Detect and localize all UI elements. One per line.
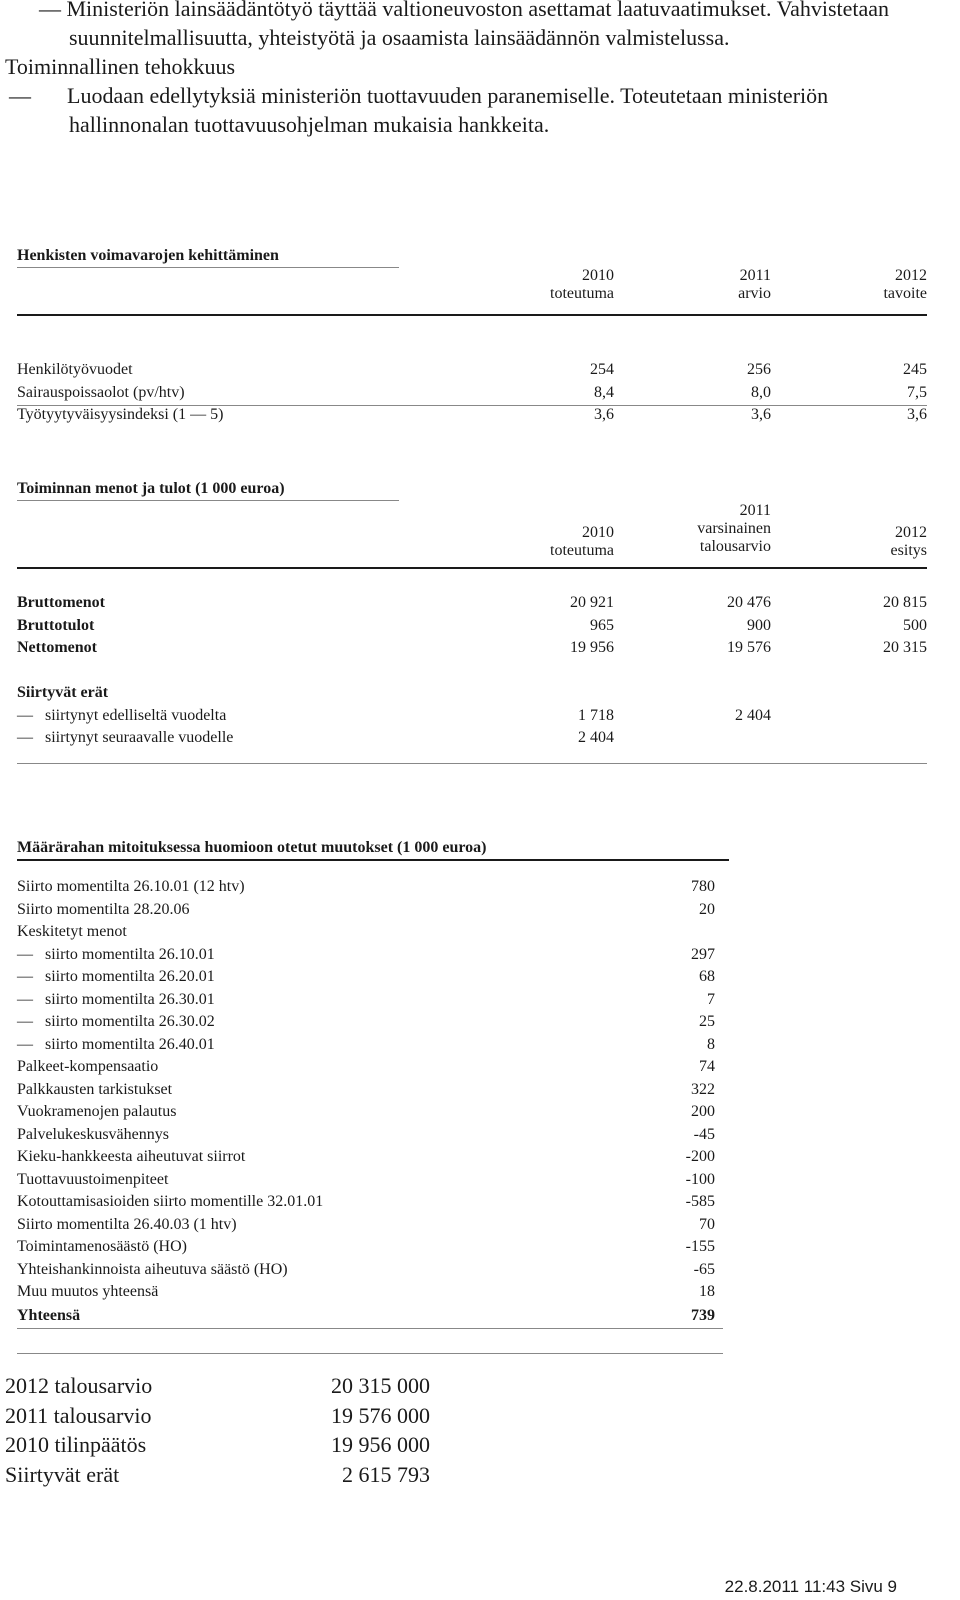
total-rule-top (17, 1328, 723, 1329)
row-value: 200 (691, 1103, 715, 1120)
table-row (17, 899, 715, 922)
header-rule (17, 567, 927, 569)
header-2011 (697, 502, 771, 556)
row-label: Bruttomenot (17, 594, 105, 611)
header-2012 (891, 502, 927, 560)
header-2012 (883, 267, 927, 303)
carry-title: Siirtyvät erät (17, 684, 109, 701)
summary-value: 19 576 000 (331, 1402, 430, 1428)
cell-2010: 965 (590, 616, 614, 634)
row-label: Nettomenot (17, 639, 97, 656)
table-row (17, 1236, 715, 1259)
row-label (17, 1236, 187, 1259)
row-label-text: Siirto momentilta 26.10.01 (12 htv) (17, 878, 245, 895)
cell-2010: 2 404 (578, 729, 614, 746)
table-title: Toiminnan menot ja tulot (1 000 euroa) (17, 480, 285, 497)
cell-2010: 1 718 (578, 706, 614, 724)
table-row (17, 1079, 715, 1102)
total-row (17, 1304, 715, 1328)
table-header (17, 500, 927, 568)
row-label-text: Kotouttamisasioiden siirto momentille 32.01.01 (17, 1193, 324, 1210)
spacer (17, 660, 927, 683)
row-value: 322 (691, 1080, 715, 1098)
row-label (17, 1034, 215, 1057)
row-label (17, 1191, 323, 1214)
row-label-text: Siirto momentilta 26.40.03 (1 htv) (17, 1215, 237, 1233)
total-rule-bottom (17, 1353, 723, 1354)
summary-body (5, 1371, 430, 1489)
dash-icon: — (17, 706, 33, 724)
intro-section (5, 0, 935, 139)
row-label: Työtyytyväisyysindeksi (1 — 5) (17, 406, 224, 423)
row-label (17, 944, 215, 967)
row-label-text: Vuokramenojen palautus (17, 1103, 177, 1120)
table-row (17, 989, 715, 1012)
header-line (550, 502, 614, 524)
row-label-text: Palkeet-kompensaatio (17, 1058, 159, 1075)
row-label-text: Palkkausten tarkistukset (17, 1080, 173, 1098)
table-row (17, 727, 927, 750)
header-line: talousarvio (699, 538, 771, 555)
row-value: 68 (699, 968, 715, 985)
row-label-text: Siirto momentilta 28.20.06 (17, 900, 190, 918)
header-2010 (550, 267, 614, 303)
header-line: toteutuma (550, 542, 614, 559)
row-label-text: siirtynyt edelliseltä vuodelta (45, 706, 227, 724)
page-footer: 22.8.2011 11:43 Sivu 9 (724, 1577, 897, 1596)
table-maararahan-muutokset (17, 837, 715, 1324)
row-value: 20 (699, 900, 715, 918)
dash-icon: — (17, 990, 33, 1008)
cell-2010: 8,4 (594, 383, 614, 401)
cell-2011: 8,0 (751, 383, 771, 401)
header-line (891, 502, 927, 524)
row-label-text: Tuottavuustoimenpiteet (17, 1170, 169, 1188)
dash-icon: — (17, 729, 33, 746)
table-row (17, 876, 715, 899)
dash-icon: — (9, 83, 31, 108)
total-label: Yhteensä (17, 1306, 81, 1324)
intro-paragraph-2 (5, 81, 935, 139)
header-rule (17, 314, 927, 316)
table-row (17, 1011, 715, 1034)
summary-value: 2 615 793 (342, 1461, 430, 1487)
row-value: 780 (691, 878, 715, 895)
intro-heading: Toiminnallinen tehokkuus (5, 54, 236, 79)
cell-2012: 245 (903, 361, 927, 378)
header-sub: toteutuma (550, 285, 614, 302)
header-line: varsinainen (697, 520, 771, 537)
row-label (17, 876, 245, 899)
row-value: -100 (685, 1170, 715, 1188)
cell-2011: 19 576 (727, 639, 771, 656)
row-value: 25 (699, 1013, 715, 1030)
row-label (17, 1259, 288, 1282)
row-label-text: siirto momentilta 26.40.01 (45, 1035, 215, 1053)
dash-icon: — (17, 1035, 33, 1053)
summary-row (5, 1430, 430, 1460)
table-title: Henkisten voimavarojen kehittäminen (17, 247, 279, 264)
bottom-rule (17, 405, 927, 406)
header-line: 2011 (739, 502, 771, 519)
table-row (17, 921, 715, 944)
table-row (17, 359, 927, 382)
cell-2012: 20 315 (883, 639, 927, 656)
row-label: Sairauspoissaolot (pv/htv) (17, 383, 185, 401)
row-label-text: Yhteishankinnoista aiheutuva säästö (HO) (17, 1260, 288, 1278)
cell-2010: 254 (590, 361, 614, 378)
table-row (17, 1281, 715, 1304)
table-title: Määrärahan mitoituksessa huomioon otetut muutokset (1 000 euroa) (17, 839, 487, 856)
row-label-text: Kieku-hankkeesta aiheutuvat siirrot (17, 1148, 246, 1165)
table-row (17, 1259, 715, 1282)
header-line: 2010 (582, 524, 614, 541)
budget-summary (5, 1371, 430, 1489)
cell-2011: 2 404 (735, 706, 771, 724)
header-line: 2012 (895, 524, 927, 541)
table-henkisten-voimavarojen (17, 245, 927, 427)
table-row (17, 1101, 715, 1124)
summary-value: 19 956 000 (331, 1432, 430, 1457)
cell-2011: 20 476 (727, 594, 771, 611)
row-label (17, 1124, 169, 1147)
row-label (17, 966, 215, 989)
dash-icon: — (17, 968, 33, 985)
cell-2011: 256 (747, 361, 771, 378)
row-value: -65 (693, 1260, 715, 1278)
total-value: 739 (691, 1306, 715, 1324)
table-row (17, 1124, 715, 1147)
table-row (17, 1034, 715, 1057)
row-label-text: siirtynyt seuraavalle vuodelle (45, 729, 234, 746)
summary-row (5, 1371, 430, 1401)
summary-label: 2011 talousarvio (5, 1402, 152, 1428)
row-label (17, 1079, 172, 1102)
row-label (17, 1281, 158, 1304)
header-2011 (738, 267, 771, 303)
table-row (17, 1169, 715, 1192)
table-row (17, 382, 927, 405)
row-label (17, 1056, 158, 1079)
bottom-rule (17, 763, 927, 764)
summary-value: 20 315 000 (331, 1373, 430, 1398)
header-2010 (550, 502, 614, 560)
row-value: -45 (693, 1125, 715, 1143)
table-row (17, 966, 715, 989)
table-row (17, 944, 715, 967)
row-label (17, 899, 189, 922)
summary-row (5, 1401, 430, 1431)
row-value: 8 (707, 1035, 715, 1053)
row-value: 74 (699, 1058, 715, 1075)
table-row (17, 615, 927, 638)
row-value: 70 (699, 1215, 715, 1233)
row-label-text: Toimintamenosäästö (HO) (17, 1238, 187, 1255)
row-value: -155 (685, 1238, 715, 1255)
summary-row (5, 1460, 430, 1490)
row-value: -200 (685, 1148, 715, 1165)
row-label (17, 1011, 215, 1034)
intro-paragraph-1: — Ministeriön lainsäädäntötyö täyttää valtioneuvoston asettamat laatuvaatimukset. Vahvistetaan suunnitelmallisuutta, yhteistyötä ja osaamista lainsäädännön valmistelussa. (39, 0, 890, 50)
table-row (17, 592, 927, 615)
row-label (17, 1101, 176, 1124)
table-row (17, 1214, 715, 1237)
table-row (17, 404, 927, 427)
row-label-text: Muu muutos yhteensä (17, 1283, 159, 1300)
row-label (17, 1169, 168, 1192)
summary-label: 2010 tilinpäätös (5, 1432, 147, 1457)
table-body (17, 337, 927, 427)
header-sub: tavoite (883, 285, 927, 302)
table-header (17, 267, 927, 337)
table-row (17, 1191, 715, 1214)
dash-icon: — (17, 1013, 33, 1030)
row-label (17, 989, 215, 1012)
header-year: 2010 (582, 267, 614, 284)
row-label-text: siirto momentilta 26.20.01 (45, 968, 215, 985)
table-body (17, 592, 927, 750)
row-label-text: siirto momentilta 26.30.01 (45, 990, 215, 1008)
row-value: -585 (685, 1193, 715, 1210)
row-label: Henkilötyövuodet (17, 361, 133, 378)
row-label-text: Palvelukeskusvähennys (17, 1125, 169, 1143)
row-label (17, 705, 226, 728)
header-sub: arvio (738, 285, 771, 302)
row-label (17, 1214, 237, 1237)
cell-2011: 900 (747, 616, 771, 634)
row-label (17, 1146, 245, 1169)
intro-paragraph-2-text: Luodaan edellytyksiä ministeriön tuottavuuden paranemiselle. Toteutetaan ministeriön hallinnonalan tuottavuusohjelman mukaisia hankkeita. (67, 83, 829, 137)
row-value: 18 (699, 1283, 715, 1300)
table-row (17, 705, 927, 728)
table-row (17, 637, 927, 660)
cell-2012: 7,5 (907, 383, 927, 401)
row-label-text: Keskitetyt menot (17, 923, 127, 940)
cell-2010: 19 956 (570, 639, 614, 656)
header-line: esitys (890, 542, 927, 559)
header-year: 2012 (895, 267, 927, 284)
carry-title-row (17, 682, 927, 705)
table-row (17, 1146, 715, 1169)
header-year: 2011 (739, 267, 771, 284)
summary-label: 2012 talousarvio (5, 1373, 153, 1398)
title-underline (17, 859, 729, 861)
row-value: 7 (707, 990, 715, 1008)
row-label-text: siirto momentilta 26.30.02 (45, 1013, 215, 1030)
cell-2012: 20 815 (883, 594, 927, 611)
row-label (17, 727, 233, 750)
row-label-text: siirto momentilta 26.10.01 (45, 945, 215, 963)
dash-icon: — (17, 945, 33, 963)
table-toiminnan-menot (17, 478, 927, 746)
row-label (17, 921, 127, 944)
summary-label: Siirtyvät erät (5, 1461, 120, 1487)
cell-2012: 3,6 (907, 406, 927, 423)
cell-2010: 20 921 (570, 594, 614, 611)
row-label: Bruttotulot (17, 616, 95, 634)
table-body (17, 876, 715, 1304)
table-row (17, 1056, 715, 1079)
cell-2010: 3,6 (594, 406, 614, 423)
cell-2011: 3,6 (751, 406, 771, 423)
cell-2012: 500 (903, 616, 927, 634)
row-value: 297 (691, 945, 715, 963)
